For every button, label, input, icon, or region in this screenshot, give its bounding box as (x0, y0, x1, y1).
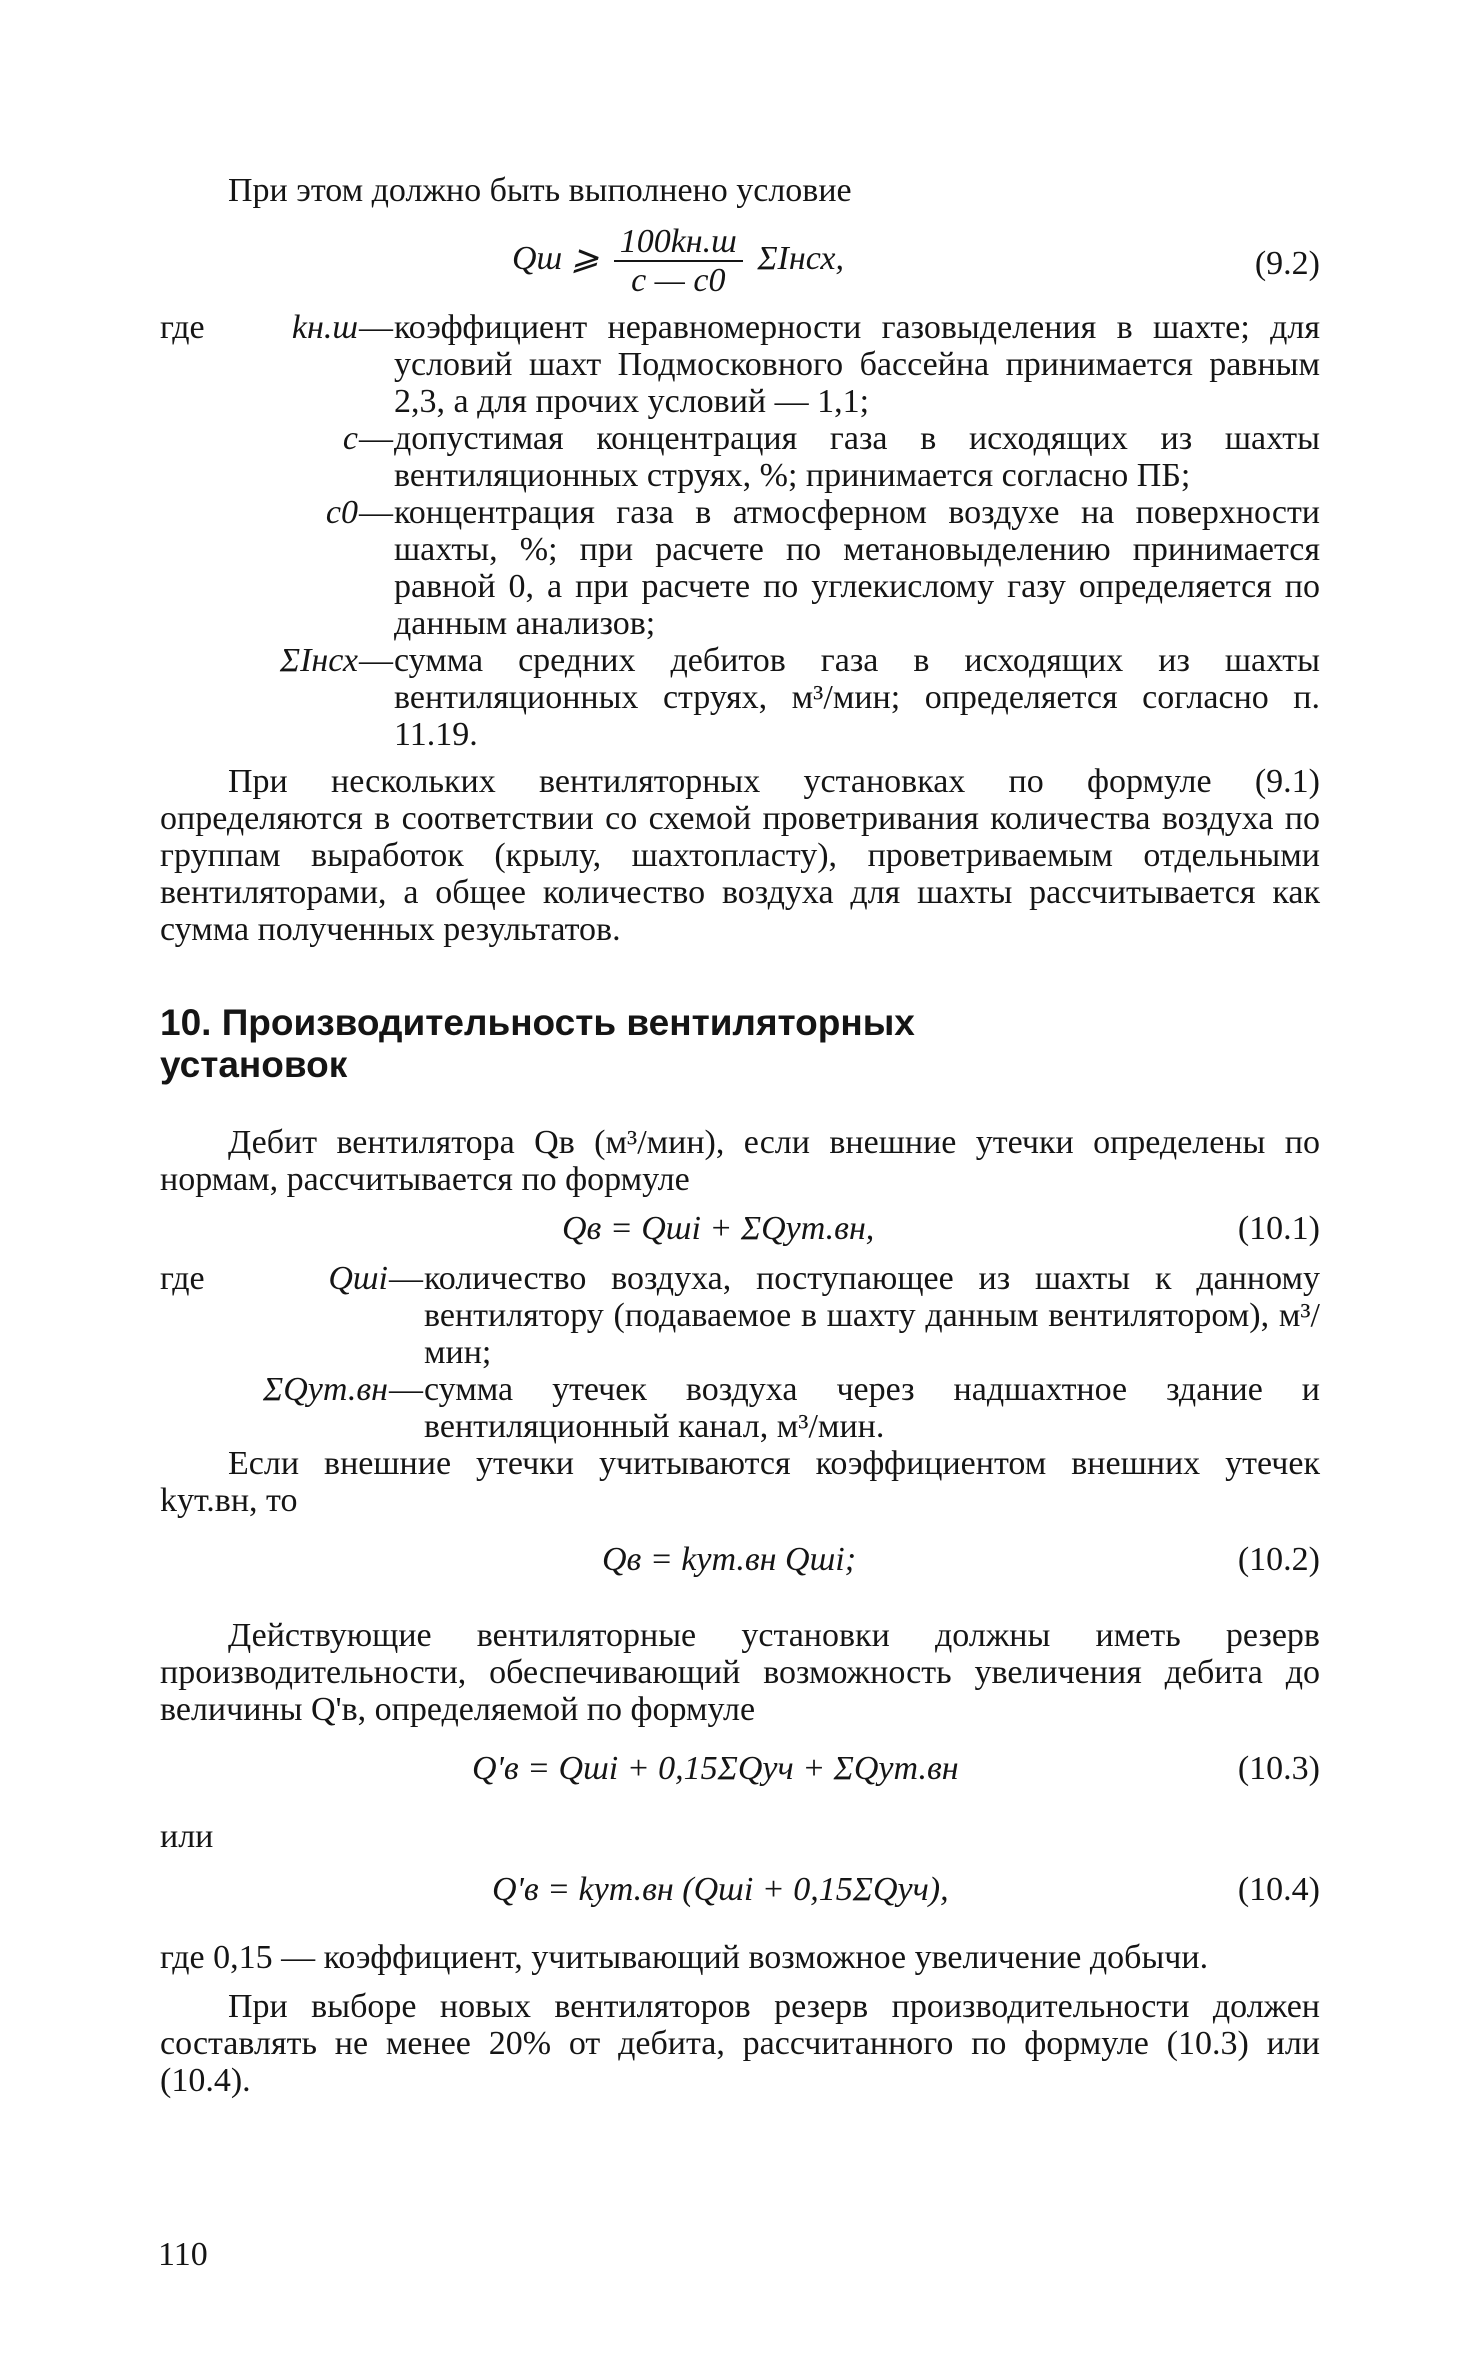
definition-text: сумма средних дебитов газа в исходящих из шахты вентиляционных струях, м³/мин; определяется согласно п. 11.19. (394, 642, 1320, 753)
definition-text: количество воздуха, поступающее из шахты к данному вентилятору (подаваемое в шахту данным вентилятором), м³/мин; (424, 1260, 1320, 1371)
external-leaks-paragraph: Если внешние утечки учитываются коэффициентом внешних утечек kут.вн, то (160, 1445, 1320, 1519)
formula-10-1-number: (10.1) (1237, 1210, 1320, 1247)
definition-item: ΣQут.вн — сумма утечек воздуха через надшахтное здание и вентиляционный канал, м³/мин. (160, 1371, 1320, 1445)
formula-10-2-number: (10.2) (1237, 1541, 1320, 1578)
formula-9-2-rhs: ΣIнсх, (757, 239, 844, 277)
formula-9-2-fraction (614, 223, 743, 299)
formula-10-1 (160, 1198, 1320, 1258)
formula-10-3-expr: Q'в = Qшi + 0,15ΣQуч + ΣQут.вн (472, 1750, 959, 1787)
several-fans-paragraph: При нескольких вентиляторных установках по формуле (9.1) определяются в соответствии со схемой проветривания количества воздуха по группам выработок (крылу, шахтопласту), проветриваемым отдельными вентиляторами, а общее количество воздуха для шахты рассчитывается как сумма полученных результатов. (160, 763, 1320, 948)
intro-paragraph: При этом должно быть выполнено условие (228, 172, 852, 209)
definitions-10-1 (160, 1260, 1320, 1445)
formula-10-3 (160, 1728, 1320, 1812)
definition-item: где Qшi — количество воздуха, поступающее из шахты к данному вентилятору (подаваемое в шахту данным вентилятором), м³/мин; (160, 1260, 1320, 1371)
formula-10-2 (160, 1519, 1320, 1603)
definition-text: сумма утечек воздуха через надшахтное здание и вентиляционный канал, м³/мин. (424, 1371, 1320, 1445)
formula-9-2-denominator: c — c0 (631, 262, 726, 299)
formula-9-2-numerator: 100kн.ш (614, 223, 743, 262)
formula-10-3-number: (10.3) (1237, 1750, 1320, 1787)
where-label: где (160, 309, 205, 346)
definition-symbol: c0 (325, 494, 358, 531)
formula-9-2-number: (9.2) (1254, 245, 1320, 282)
definition-text: коэффициент неравномерности газовыделения в шахте; для условий шахт Подмосковного бассейна принимается равным 2,3, а для прочих условий — 1,1; (394, 309, 1320, 420)
definition-text: допустимая концентрация газа в исходящих из шахты вентиляционных струях, %; принимается согласно ПБ; (394, 420, 1320, 494)
definition-item: c — допустимая концентрация газа в исходящих из шахты вентиляционных струях, %; принимается согласно ПБ; (160, 420, 1320, 494)
definition-symbol: ΣIнсх (279, 642, 358, 679)
definitions-9-2 (160, 309, 1320, 753)
definition-item: c0 — концентрация газа в атмосферном воздухе на поверхности шахты, %; при расчете по метановыделению принимается равной 0, а при расчете по углекислому газу определяется по данным анализов; (160, 494, 1320, 642)
formula-10-4 (160, 1855, 1320, 1939)
definition-item: ΣIнсх — сумма средних дебитов газа в исходящих из шахты вентиляционных струях, м³/мин; определяется согласно п. 11.19. (160, 642, 1320, 753)
definition-symbol: ΣQут.вн (263, 1371, 388, 1408)
reserve-paragraph: Действующие вентиляторные установки должны иметь резерв производительности, обеспечивающий возможность увеличения дебита до величины Q'в, определяемой по формуле (160, 1617, 1320, 1728)
formula-10-4-number: (10.4) (1237, 1871, 1320, 1908)
or-label: или (160, 1818, 214, 1855)
debit-paragraph: Дебит вентилятора Qв (м³/мин), если внешние утечки определены по нормам, рассчитывается по формуле (160, 1124, 1320, 1198)
where-label: где (160, 1260, 205, 1297)
coefficient-paragraph: где 0,15 — коэффициент, учитывающий возможное увеличение добычи. (160, 1939, 1209, 1976)
page-number: 110 (158, 2236, 208, 2273)
formula-10-4-expr: Q'в = kут.вн (Qшi + 0,15ΣQуч), (492, 1871, 949, 1908)
definition-item: где kн.ш — коэффициент неравномерности газовыделения в шахте; для условий шахт Подмосковного бассейна принимается равным 2,3, а для прочих условий — 1,1; (160, 309, 1320, 420)
new-fans-paragraph: При выборе новых вентиляторов резерв производительности должен составлять не менее 20% от дебита, рассчитанного по формуле (10.3) или (10.4). (160, 1988, 1320, 2099)
page-body (160, 172, 1320, 2099)
definition-text: концентрация газа в атмосферном воздухе на поверхности шахты, %; при расчете по метановыделению принимается равной 0, а при расчете по углекислому газу определяется по данным анализов; (394, 494, 1320, 642)
section-heading: 10. Производительность вентиляторных установок (160, 1002, 915, 1085)
formula-10-1-expr: Qв = Qшi + ΣQут.вн, (562, 1210, 875, 1247)
formula-10-2-expr: Qв = kут.вн Qшi; (602, 1541, 857, 1578)
formula-9-2-lhs: Qш ⩾ (512, 239, 600, 277)
definition-symbol: Qшi (328, 1260, 388, 1297)
definition-symbol: kн.ш (291, 309, 358, 346)
formula-9-2 (160, 209, 1320, 301)
definition-symbol: c (342, 420, 358, 457)
